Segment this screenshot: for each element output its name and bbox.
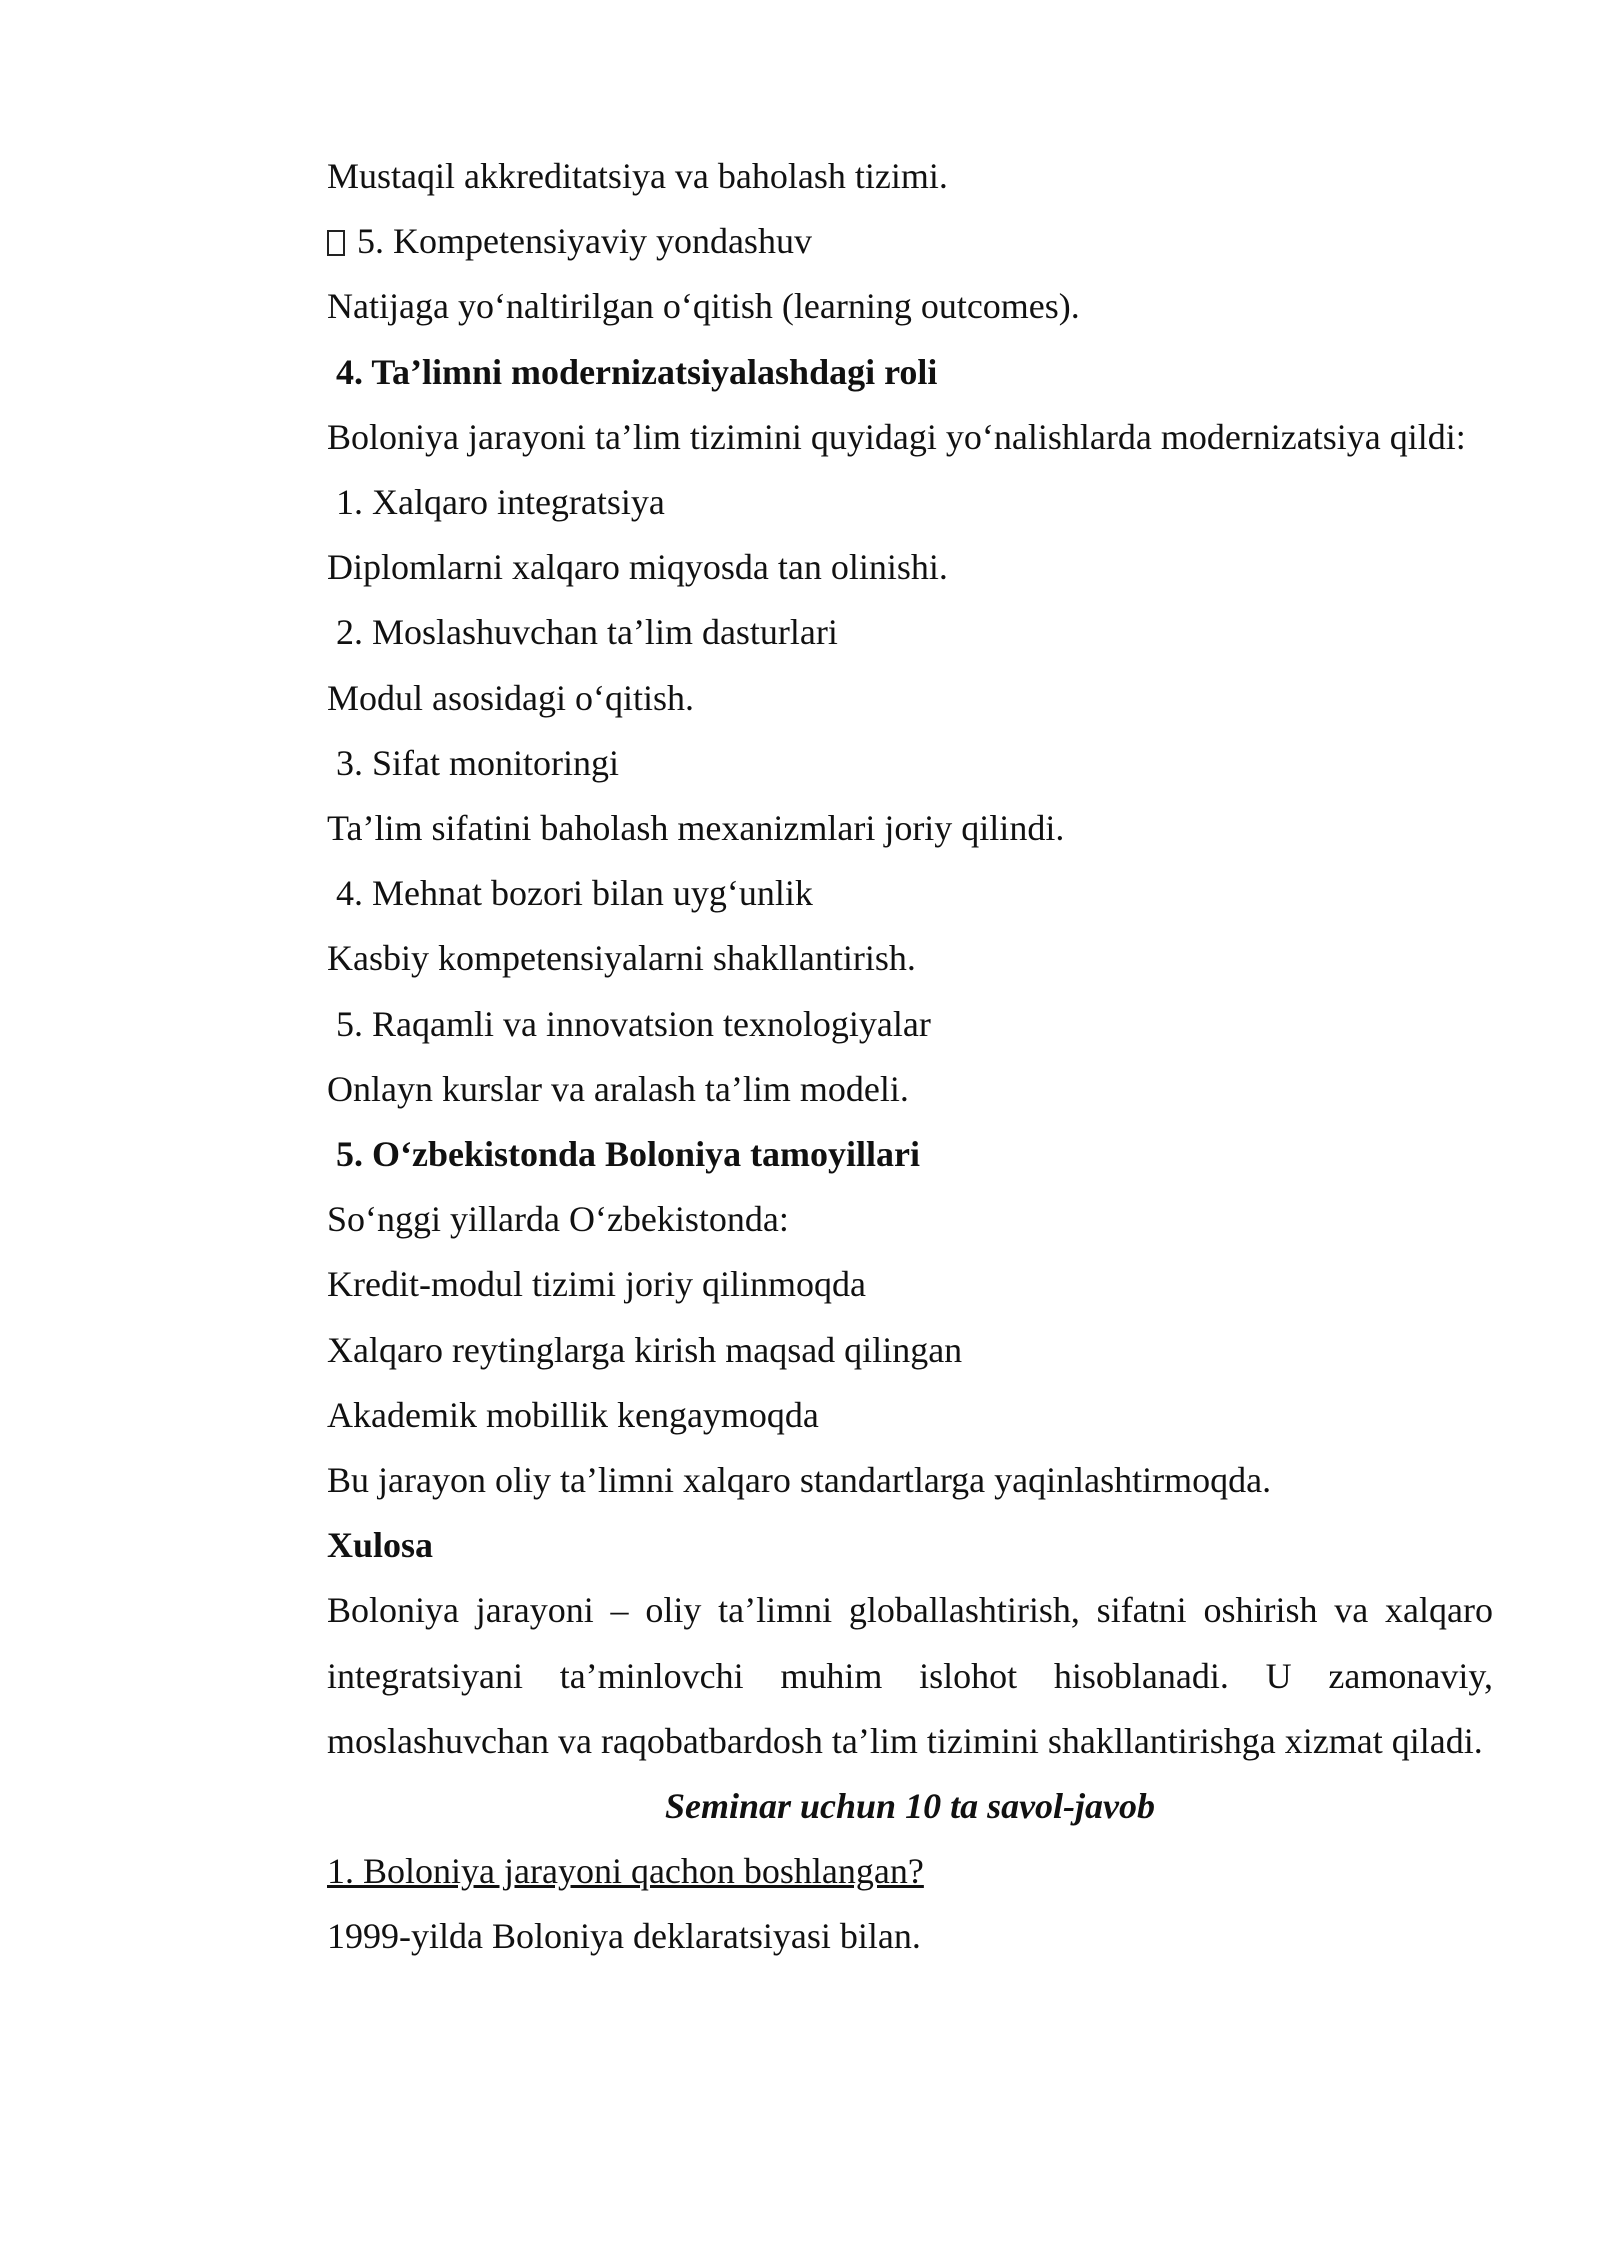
list-item-international-integration: 1. Xalqaro integratsiya xyxy=(336,482,665,523)
answer-1: 1999-yilda Boloniya deklaratsiyasi bilan. xyxy=(327,1916,921,1957)
document-body xyxy=(327,144,1493,1970)
heading-seminar: Seminar uchun 10 ta savol-javob xyxy=(664,1786,1156,1827)
heading-conclusion: Xulosa xyxy=(327,1525,434,1566)
paragraph-academic-mobility: Akademik mobillik kengaymoqda xyxy=(327,1394,819,1435)
list-item-quality-monitoring-desc: Ta’lim sifatini baholash mexanizmlari joriy qilindi. xyxy=(327,808,1065,849)
paragraph-standards: Bu jarayon oliy ta’limni xalqaro standartlarga yaqinlashtirmoqda. xyxy=(327,1460,1272,1501)
item-competency-approach xyxy=(327,209,1493,274)
paragraph-conclusion: Boloniya jarayoni – oliy ta’limni globallashtirish, sifatni oshirish va xalqaro integratsiyani ta’minlovchi muhim islohot hisoblanadi. U zamonaviy, moslashuvchan va raqobatbardosh ta’lim tizimini shakllantirishga xizmat qiladi. xyxy=(327,1590,1493,1761)
list-item-digital-technologies-desc: Onlayn kurslar va aralash ta’lim modeli. xyxy=(327,1068,909,1109)
paragraph-international-ratings: Xalqaro reytinglarga kirish maqsad qilingan xyxy=(327,1329,963,1370)
list-item-labor-market: 4. Mehnat bozori bilan uyg‘unlik xyxy=(336,873,813,914)
paragraph-learning-outcomes: Natijaga yo‘naltirilgan o‘qitish (learning outcomes). xyxy=(327,286,1080,327)
paragraph-credit-module: Kredit-modul tizimi joriy qilinmoqda xyxy=(327,1264,866,1305)
heading-modernization-role: 4. Ta’limni modernizatsiyalashdagi roli xyxy=(336,351,938,392)
question-1-text: 1. Boloniya jarayoni qachon boshlangan? xyxy=(327,1851,924,1892)
paragraph-modernization-intro: Boloniya jarayoni ta’lim tizimini quyidagi yo‘nalishlarda modernizatsiya qildi: xyxy=(327,416,1466,457)
list-item-international-integration-desc: Diplomlarni xalqaro miqyosda tan olinishi. xyxy=(327,547,948,588)
paragraph-accreditation: Mustaqil akkreditatsiya va baholash tizimi. xyxy=(327,156,948,196)
list-item-flexible-programs-desc: Modul asosidagi o‘qitish. xyxy=(327,677,694,718)
list-item-flexible-programs: 2. Moslashuvchan ta’lim dasturlari xyxy=(336,612,838,653)
list-item-digital-technologies: 5. Raqamli va innovatsion texnologiyalar xyxy=(336,1003,931,1044)
heading-uzbekistan-principles: 5. O‘zbekistonda Boloniya tamoyillari xyxy=(336,1134,921,1175)
list-item-quality-monitoring: 3. Sifat monitoringi xyxy=(336,742,619,783)
item-competency-approach-text: 5. Kompetensiyaviy yondashuv xyxy=(357,221,812,262)
missing-glyph-icon xyxy=(327,230,345,256)
list-item-labor-market-desc: Kasbiy kompetensiyalarni shakllantirish. xyxy=(327,938,916,979)
paragraph-recent-years: So‘nggi yillarda O‘zbekistonda: xyxy=(327,1199,789,1240)
question-1 xyxy=(327,1839,1493,1904)
